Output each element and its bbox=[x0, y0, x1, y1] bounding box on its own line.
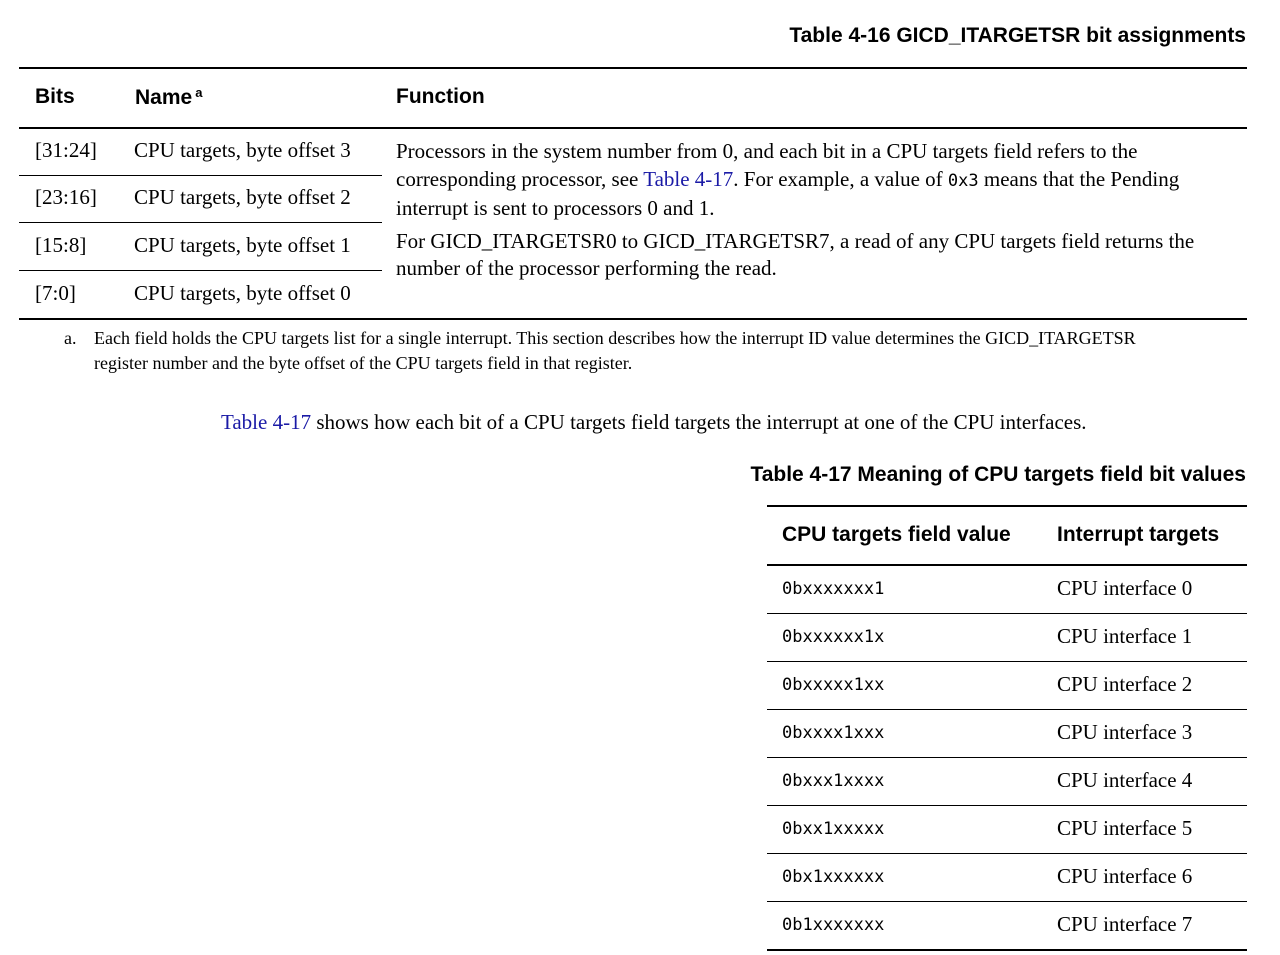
target-cell: CPU interface 0 bbox=[1057, 576, 1193, 600]
table-header-row bbox=[767, 507, 1247, 564]
footnote-mark[interactable]: a bbox=[195, 85, 203, 100]
table-body bbox=[19, 129, 1247, 318]
name-cell: CPU targets, byte offset 1 bbox=[134, 233, 351, 257]
code-value: 0x3 bbox=[947, 170, 979, 191]
header-function: Function bbox=[396, 85, 485, 108]
row-divider bbox=[19, 222, 382, 223]
table-row bbox=[19, 176, 382, 223]
function-paragraph-1: Processors in the system number from 0, and each bit in a CPU targets field refers to the corresponding processor, see Table 4-17. For example, a value of 0x3 means that the Pending interrupt is sent to processors 0 and 1. bbox=[396, 139, 1180, 220]
table-4-17 bbox=[767, 505, 1247, 951]
table-4-17-caption: Table 4-17 Meaning of CPU targets field bit values bbox=[750, 463, 1246, 486]
table-4-17-link[interactable]: Table 4-17 bbox=[643, 166, 734, 191]
row-divider bbox=[19, 270, 382, 271]
target-cell: CPU interface 5 bbox=[1057, 816, 1193, 840]
bits-cell: [31:24] bbox=[35, 138, 97, 162]
target-cell: CPU interface 1 bbox=[1057, 624, 1193, 648]
table-row bbox=[767, 758, 1247, 806]
target-cell: CPU interface 7 bbox=[1057, 912, 1193, 936]
table-row bbox=[767, 710, 1247, 758]
table-row bbox=[767, 662, 1247, 710]
target-cell: CPU interface 4 bbox=[1057, 768, 1193, 792]
value-cell: 0b1xxxxxxx bbox=[782, 915, 885, 935]
table-footnote bbox=[64, 326, 1164, 376]
target-cell: CPU interface 3 bbox=[1057, 720, 1193, 744]
table-row bbox=[767, 902, 1247, 951]
table-header-row bbox=[19, 69, 1247, 127]
footnote-text: Each field holds the CPU targets list for a single interrupt. This section describes how the interrupt ID value determines the GICD_ITARGETSR register number and the byte offset of the CPU targets field in that register. bbox=[94, 328, 1136, 373]
value-cell: 0bxxxxxxx1 bbox=[782, 579, 885, 599]
name-cell: CPU targets, byte offset 3 bbox=[134, 138, 351, 162]
table-row bbox=[19, 129, 382, 176]
name-cell: CPU targets, byte offset 0 bbox=[134, 281, 351, 305]
value-cell: 0bxx1xxxxx bbox=[782, 819, 885, 839]
table-4-16-caption: Table 4-16 GICD_ITARGETSR bit assignments bbox=[789, 24, 1246, 47]
function-cell bbox=[396, 138, 1241, 288]
name-cell: CPU targets, byte offset 2 bbox=[134, 185, 351, 209]
bits-cell: [15:8] bbox=[35, 233, 87, 257]
table-row bbox=[767, 854, 1247, 902]
bits-cell: [7:0] bbox=[35, 281, 76, 305]
table-row bbox=[19, 272, 382, 319]
bits-cell: [23:16] bbox=[35, 185, 97, 209]
table-row bbox=[767, 614, 1247, 662]
header-bits: Bits bbox=[35, 85, 75, 108]
value-cell: 0bx1xxxxxx bbox=[782, 867, 885, 887]
value-cell: 0bxxxx1xxx bbox=[782, 723, 885, 743]
header-name: Name $^a$ bbox=[135, 85, 203, 109]
table-4-17-link[interactable]: Table 4-17 bbox=[221, 410, 312, 434]
value-cell: 0bxxxxx1xx bbox=[782, 675, 885, 695]
value-cell: 0bxxx1xxxx bbox=[782, 771, 885, 791]
body-paragraph: Table 4-17 shows how each bit of a CPU targets field targets the interrupt at one of the CPU interfaces. bbox=[221, 410, 1087, 434]
function-paragraph-2: For GICD_ITARGETSR0 to GICD_ITARGETSR7, a read of any CPU targets field returns the number of the processor performing the read. bbox=[396, 228, 1195, 280]
header-value: CPU targets field value bbox=[782, 523, 1011, 546]
target-cell: CPU interface 2 bbox=[1057, 672, 1193, 696]
table-row bbox=[767, 566, 1247, 614]
table-row bbox=[19, 224, 382, 271]
value-cell: 0bxxxxxx1x bbox=[782, 627, 885, 647]
table-4-16 bbox=[19, 67, 1247, 320]
header-targets: Interrupt targets bbox=[1057, 523, 1220, 546]
footnote-label: a. bbox=[64, 328, 77, 348]
table-row bbox=[767, 806, 1247, 854]
target-cell: CPU interface 6 bbox=[1057, 864, 1193, 888]
